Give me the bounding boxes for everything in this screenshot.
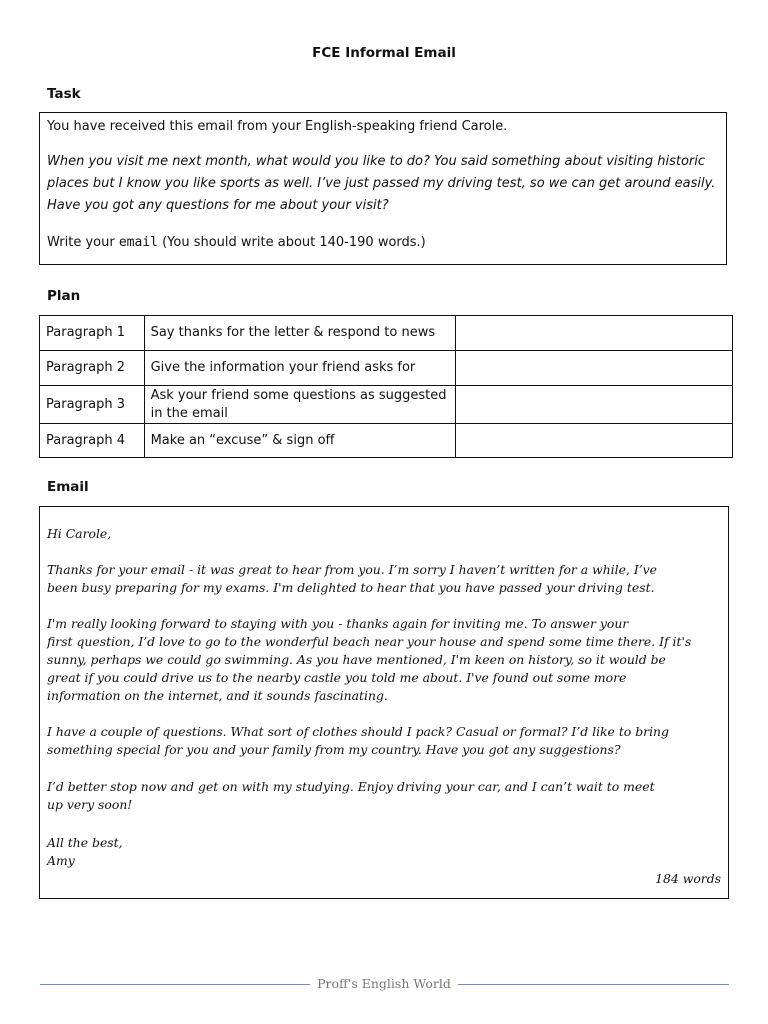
plan-row	[40, 424, 733, 458]
email-line: I'm really looking forward to staying with you - thanks again for inviting me. To answer your	[47, 616, 629, 631]
footer	[40, 976, 729, 992]
email-line: up very soon!	[47, 797, 133, 812]
plan-content-cell: Say thanks for the letter & respond to news	[144, 316, 456, 351]
task-quote-line: When you visit me next month, what would you like to do? You said something about visiting historic	[47, 154, 705, 169]
footer-rule-right	[458, 984, 729, 985]
plan-notes-cell	[456, 386, 733, 424]
email-paragraph	[47, 723, 723, 759]
email-paragraph	[47, 561, 723, 597]
task-quote	[47, 151, 717, 217]
plan-paragraph-cell: Paragraph 3	[40, 386, 145, 424]
email-signature: Amy	[47, 853, 75, 868]
email-signoff-line: All the best,	[47, 835, 123, 850]
email-signoff	[47, 834, 723, 870]
plan-row	[40, 386, 733, 424]
email-heading: Email	[47, 479, 89, 495]
email-paragraph	[47, 778, 723, 814]
email-line: information on the internet, and it sounds fascinating.	[47, 688, 388, 703]
email-line: sunny, perhaps we could go swimming. As you have mentioned, I'm keen on history, so it would be	[47, 652, 666, 667]
plan-paragraph-cell: Paragraph 2	[40, 351, 145, 386]
plan-row	[40, 316, 733, 351]
word-count: 184 words	[655, 871, 721, 886]
email-line: I’d better stop now and get on with my studying. Enjoy driving your car, and I can’t wait to meet	[47, 779, 655, 794]
task-instruction	[47, 232, 426, 254]
plan-heading: Plan	[47, 288, 81, 304]
email-line: Thanks for your email - it was great to hear from you. I’m sorry I haven’t written for a while, I’ve	[47, 562, 657, 577]
email-line: something special for you and your family from my country. Have you got any suggestions?	[47, 742, 621, 757]
email-box	[39, 506, 729, 899]
email-line: first question, I’d love to go to the wonderful beach near your house and spend some time there. If it's	[47, 634, 692, 649]
plan-paragraph-cell: Paragraph 4	[40, 424, 145, 458]
instruction-keyword: email	[118, 235, 158, 250]
plan-table	[39, 315, 733, 458]
plan-notes-cell	[456, 316, 733, 351]
task-heading: Task	[47, 86, 81, 102]
task-quote-line: Have you got any questions for me about your visit?	[47, 198, 389, 213]
plan-row	[40, 351, 733, 386]
page-title: FCE Informal Email	[312, 45, 456, 61]
email-line: I have a couple of questions. What sort of clothes should I pack? Casual or formal? I’d like to bring	[47, 724, 669, 739]
task-quote-line: places but I know you like sports as well. I’ve just passed my driving test, so we can get around easily.	[47, 176, 716, 191]
task-intro: You have received this email from your English-speaking friend Carole.	[47, 119, 508, 134]
email-paragraph	[47, 615, 723, 705]
plan-paragraph-cell: Paragraph 1	[40, 316, 145, 351]
email-greeting: Hi Carole,	[47, 526, 112, 541]
footer-rule-left	[40, 984, 310, 985]
email-line: great if you could drive us to the nearby castle you told me about. I've found out some more	[47, 670, 627, 685]
plan-notes-cell	[456, 351, 733, 386]
plan-notes-cell	[456, 424, 733, 458]
plan-content-cell: Make an “excuse” & sign off	[144, 424, 456, 458]
instruction-suffix: (You should write about 140-190 words.)	[157, 235, 426, 250]
instruction-prefix: Write your	[47, 235, 119, 250]
plan-content-cell: Ask your friend some questions as suggested in the email	[144, 386, 456, 424]
email-line: been busy preparing for my exams. I'm delighted to hear that you have passed your driving test.	[47, 580, 655, 595]
footer-text: Proff's English World	[317, 976, 451, 991]
task-box	[39, 112, 727, 265]
plan-content-cell: Give the information your friend asks for	[144, 351, 456, 386]
